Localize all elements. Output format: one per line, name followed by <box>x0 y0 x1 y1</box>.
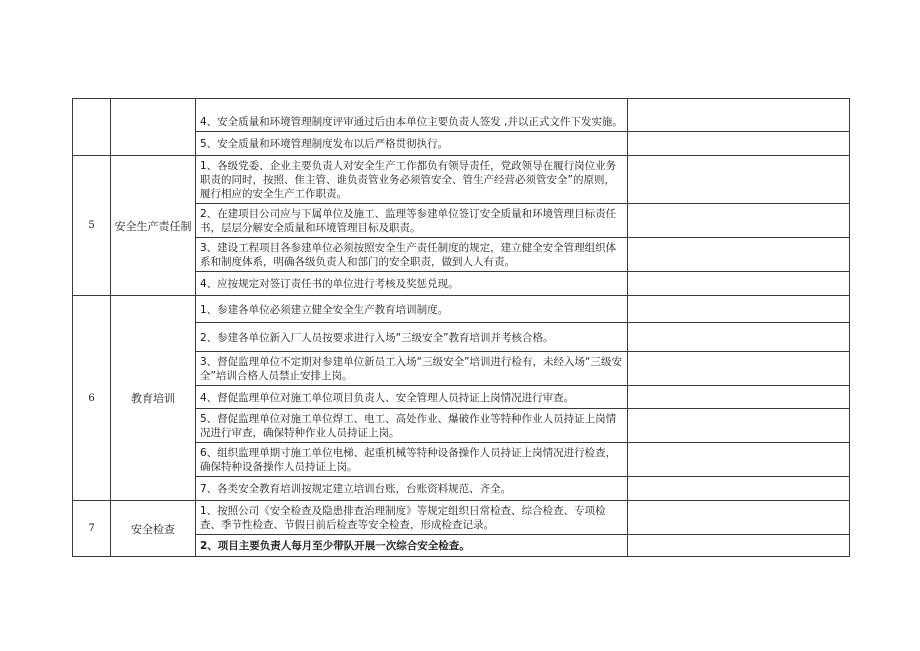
requirement-text: 7、各类安全教育培训按规定建立培训台账，台账资料规范、齐全。 <box>196 477 628 501</box>
requirement-text: 5、安全质量和环境管理制度发布以后严格贯彻执行。 <box>196 132 628 156</box>
requirement-text: 4、督促监理单位对施工单位项目负责人、安全管理人员持证上岗情况进行审查。 <box>196 386 628 409</box>
remark-cell <box>628 352 850 386</box>
requirement-text: 4、安全质量和环境管理制度评审通过后由本单位主要负责人签发 ,并以正式文件下发实施。 <box>196 99 628 132</box>
remark-cell <box>628 132 850 156</box>
table-row <box>73 296 850 323</box>
remark-cell <box>628 535 850 557</box>
remark-cell <box>628 443 850 477</box>
item-name-cell: 教育培训 <box>111 296 196 501</box>
remark-cell <box>628 238 850 272</box>
row-number-cell: 7 <box>73 501 111 557</box>
item-name-cell: 安全生产责任制 <box>111 156 196 296</box>
row-number-cell: 5 <box>73 156 111 296</box>
requirement-text: 1、各级党委、企业主要负责人对安全生产工作都负有领导责任，党政领导在履行岗位业务职责的同时，按照、隹主管、谁负责管业务必须管安全、管生产经营必须管安全”的原则，履行相应的安全生产工作职责。 <box>196 156 628 204</box>
requirement-text: 4、应按规定对签订责任书的单位进行考核及奖惩兑现。 <box>196 272 628 296</box>
table-row <box>73 99 850 132</box>
requirement-text: 2、参建各单位新入厂人员按要求进行入场“三级安全”教育培训并考核合格。 <box>196 323 628 352</box>
remark-cell <box>628 99 850 132</box>
remark-cell <box>628 272 850 296</box>
requirement-text: 5、督促监理单位对施工单位焊工、电工、高处作业、爆破作业等特种作业人员持证上岗情况进行审查，确保特种作业人员持证上岗。 <box>196 409 628 443</box>
remark-cell <box>628 296 850 323</box>
requirement-text: 2、项目主要负责人每月至少带队开展一次综合安全检查。 <box>196 535 628 557</box>
remark-cell <box>628 204 850 238</box>
remark-cell <box>628 501 850 535</box>
remark-cell <box>628 409 850 443</box>
item-name-cell: 安全检查 <box>111 501 196 557</box>
remark-cell <box>628 477 850 501</box>
safety-management-table <box>72 98 850 557</box>
remark-cell <box>628 386 850 409</box>
remark-cell <box>628 323 850 352</box>
row-number-cell: 6 <box>73 296 111 501</box>
row-number-cell <box>73 99 111 156</box>
requirement-text: 1、参建各单位必须建立健全安全生产教育培训制度。 <box>196 296 628 323</box>
remark-cell <box>628 156 850 204</box>
requirement-text: 3、建设工程项目各参建单位必须按照安全生产责任制度的规定，建立健全安全管理组织体系和制度体系，明确各级负责人和部门的安全职责，做到人人有责。 <box>196 238 628 272</box>
requirement-text: 3、督促监理单位不定期对参建单位新员工入场“三级安全”培训进行检有，未经入场“三级安全”培训合格人员禁止安排上岗。 <box>196 352 628 386</box>
requirement-text: 1、按照公司《安全检查及隐患排查治理制度》等规定组织日常检查、综合检查、专项检查、季节性检查、节假日前后检查等安全检查，形成检查记录。 <box>196 501 628 535</box>
item-name-cell <box>111 99 196 156</box>
table-row <box>73 501 850 535</box>
requirement-text: 2、在建项目公司应与下属单位及施工、监理等参建单位签订安全质量和环境管理目标责任书，层层分解安全质量和环境管理目标及职责。 <box>196 204 628 238</box>
table-row <box>73 156 850 204</box>
requirement-text: 6、组织监理单期寸施工单位电梯、起重机械等特种设备操作人员持证上岗情况进行检查，确保特种设备操作人员持证上岗。 <box>196 443 628 477</box>
